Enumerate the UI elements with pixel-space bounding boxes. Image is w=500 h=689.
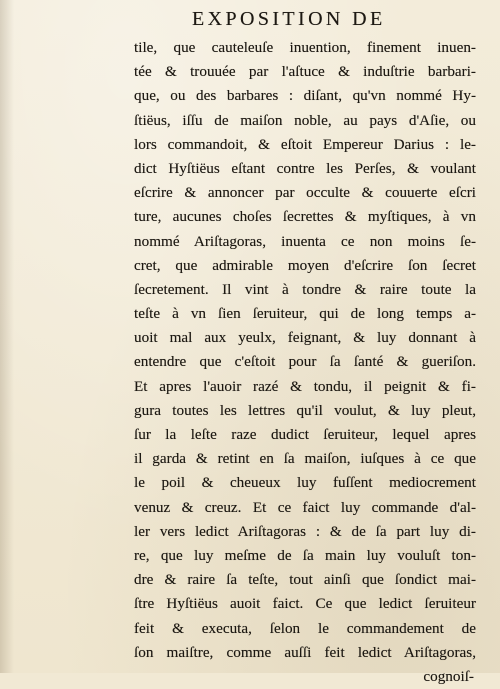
- text-line: ſur la leſte raze dudict ſeruiteur, lequel apres: [134, 426, 476, 443]
- text-line: Et apres l'auoir razé & tondu, il peignit & fi-: [134, 377, 476, 395]
- text-line: lors commandoit, & eſtoit Empereur Darius : le-: [134, 135, 476, 153]
- text-line: re, que luy meſme de ſa main luy vouluſt ton-: [134, 546, 476, 564]
- text-line: le poil & cheueux luy fuſſent mediocrement: [134, 474, 476, 492]
- text-line: feit & executa, ſelon le commandement de: [134, 619, 476, 637]
- text-line: cret, que admirable moyen d'eſcrire ſon ſecret: [134, 256, 476, 274]
- text-line: nommé Ariſtagoras, inuenta ce non moins ſe-: [134, 232, 476, 250]
- catchword: cognoiſ-: [423, 667, 474, 685]
- text-line: ſtre Hyſtiëus auoit faict. Ce que ledict ſeruiteur: [134, 595, 476, 613]
- text-line: venuz & creuz. Et ce faict luy commande d'al-: [134, 498, 476, 516]
- text-line: que, ou des barbares : diſant, qu'vn nommé Hy-: [134, 87, 476, 105]
- text-line: il garda & retint en ſa maiſon, iuſques à ce que: [134, 450, 476, 468]
- text-line: ſtiëus, iſſu de maiſon noble, au pays d'Aſie, ou: [134, 111, 476, 129]
- text-line: ler vers ledict Ariſtagoras : & de ſa part luy di-: [134, 522, 476, 540]
- text-line: dict Hyſtiëus eſtant contre les Perſes, & voulant: [134, 159, 476, 177]
- text-line: eſcrire & annoncer par occulte & couuerte eſcri: [134, 184, 476, 202]
- text-line: ſecretement. Il vint à tondre & raire toute la: [134, 280, 476, 298]
- text-line: ture, aucunes choſes ſecrettes & myſtiques, à vn: [134, 208, 476, 226]
- page-binding-shadow: [0, 0, 14, 673]
- text-line: entendre que c'eſtoit pour ſa ſanté & gueriſon.: [134, 353, 476, 371]
- body-text: [134, 36, 476, 689]
- text-line: tile, que cauteleuſe inuention, finement inuen-: [134, 39, 476, 56]
- text-line: ſon maiſtre, comme auſſi feit ledict Ariſtagoras,: [134, 643, 476, 661]
- text-line: tée & trouuée par l'aſtuce & induſtrie barbari-: [134, 63, 476, 81]
- text-line: uoit mal aux yeulx, feignant, & luy donnant à: [134, 329, 476, 347]
- text-line: gura toutes les lettres qu'il voulut, & luy pleut,: [134, 401, 476, 419]
- text-line: dre & raire ſa teſte, tout ainſi que ſondict mai-: [134, 571, 476, 589]
- running-head: EXPOSITION DE: [192, 8, 386, 30]
- text-line: teſte à vn ſien ſeruiteur, qui de long temps a-: [134, 305, 476, 323]
